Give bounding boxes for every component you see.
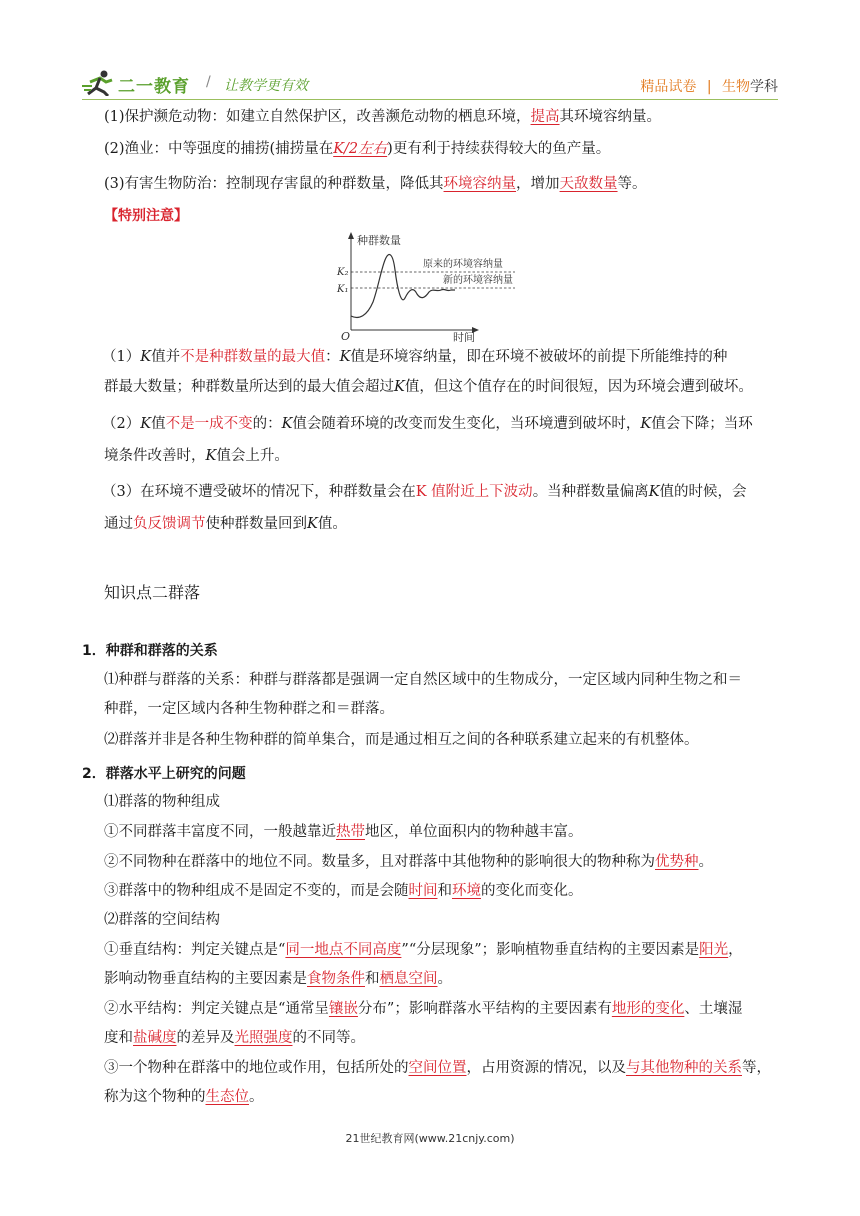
text: ，占用资源的情况，以及 [466, 1060, 626, 1076]
text: 群最大数量；种群数量所达到的最大值会超过 [104, 379, 394, 395]
text: 值的时候，会 [659, 484, 747, 500]
text: ，增加 [516, 176, 560, 192]
logo-text: 二一教育 [118, 77, 190, 97]
text: 地区，单位面积内的物种越丰富。 [365, 824, 583, 840]
highlight: 光照强度 [234, 1030, 293, 1046]
text: 境条件改善时， [104, 448, 206, 464]
text: ： [325, 349, 340, 365]
text: （3）在环境不遭受破坏的情况下，种群数量会在 [102, 484, 416, 500]
text: 的： [252, 416, 282, 432]
text: 通过 [104, 516, 133, 532]
text: ， [728, 942, 743, 958]
k-symbol: K [307, 516, 318, 532]
header [82, 68, 778, 100]
text: 。当种群数量偏离 [532, 484, 649, 500]
text: ②不同物种在群落中的地位不同。数量多，且对群落中其他物种的影响很大的物种称为 [104, 854, 655, 870]
figure-label-new: 新的环境容纳量 [443, 275, 513, 286]
highlight: 提高 [530, 109, 560, 125]
text: 。 [437, 971, 452, 987]
text: 值。 [317, 516, 347, 532]
text: 值会随着环境的改变而发生变化，当环境遭到破坏时， [292, 416, 641, 432]
text: 值会上升。 [216, 448, 289, 464]
highlight: 栖息空间 [379, 971, 438, 987]
runner-logo-icon [82, 70, 116, 96]
highlight: 与其他物种的关系 [626, 1060, 742, 1076]
note-1-b [104, 377, 753, 397]
text: ③一个物种在群落中的地位或作用，包括所处的 [104, 1060, 409, 1076]
text: 值 [151, 416, 166, 432]
sub-heading-2: ⑵群落的空间结构 [104, 912, 220, 928]
k-symbol: K [394, 379, 405, 395]
text: 、土壤湿 [684, 1001, 743, 1017]
figure-origin: O [341, 330, 351, 342]
text: ①垂直结构：判定关键点是“ [104, 942, 286, 958]
text: 分布”；影响群落水平结构的主要因素有 [357, 1001, 612, 1017]
k-symbol: K [140, 349, 152, 365]
item-c3 [104, 881, 583, 901]
highlight: 生态位 [205, 1089, 249, 1105]
highlight: 环境 [452, 883, 481, 899]
highlight: 时间 [408, 883, 438, 899]
header-right [640, 76, 778, 96]
highlight: 阳光 [699, 942, 729, 958]
note-3-a [102, 482, 747, 502]
figure-k1: K₁ [337, 284, 349, 295]
text: (1)保护濒危动物：如建立自然保护区，改善濒危动物的栖息环境， [104, 109, 531, 125]
text: 等。 [617, 176, 647, 192]
k-symbol: K [205, 448, 217, 464]
text: 。 [698, 854, 713, 870]
para-1-a: ⑴种群与群落的关系：种群与群落都是强调一定自然区域中的生物成分，一定区域内同种生物之和＝ [104, 672, 742, 688]
highlight: K/2左右 [333, 141, 388, 157]
note-2-a [102, 414, 753, 434]
header-separator: | [706, 79, 712, 95]
highlight: 优势种 [655, 854, 699, 870]
text: 值，但这个值存在的时间很短，因为环境会遭到破坏。 [404, 379, 753, 395]
figure-label-old: 原来的环境容纳量 [423, 259, 503, 270]
k-symbol: K [648, 484, 660, 500]
section-title: 知识点二群落 [104, 583, 201, 602]
heading-1: 1．种群和群落的关系 [82, 643, 218, 659]
header-label-exam: 精品试卷 [640, 79, 697, 95]
k-symbol: K [640, 416, 652, 432]
highlight: 负反馈调节 [133, 516, 206, 532]
text: 和 [437, 883, 452, 899]
text: ①不同群落丰富度不同，一般越靠近 [104, 824, 336, 840]
highlight: 食物条件 [307, 971, 365, 987]
item-c1 [104, 822, 583, 842]
text: 的变化而变化。 [481, 883, 583, 899]
text: 和 [365, 971, 380, 987]
highlight: 镶嵌 [328, 1001, 358, 1017]
highlight: 环境容纳量 [443, 176, 517, 192]
highlight: 空间位置 [408, 1060, 467, 1076]
slogan: 让教学更有效 [224, 78, 308, 94]
text: 影响动物垂直结构的主要因素是 [104, 971, 307, 987]
highlight: 天敌数量 [559, 176, 618, 192]
population-figure [335, 230, 545, 342]
text: 等， [742, 1060, 771, 1076]
figure-xlabel: 时间 [453, 331, 475, 342]
text: 的不同等。 [292, 1030, 365, 1046]
s1-line-3 [104, 174, 647, 194]
highlight: 不是一成不变 [165, 416, 253, 432]
special-note-title: 【特别注意】 [104, 208, 188, 224]
item-d3-a [104, 1058, 771, 1078]
note-2-b [104, 446, 289, 466]
footer-source: 21世纪教育网(www.21cnjy.com) [345, 1132, 515, 1145]
header-label-bio: 生物 [722, 79, 750, 95]
k-symbol: K [281, 416, 293, 432]
item-d1-a [104, 940, 743, 960]
text: 值是环境容纳量，即在环境不被破坏的前提下所能维持的种 [350, 349, 728, 365]
k-symbol: K [140, 416, 152, 432]
header-label-subject: 学科 [750, 79, 778, 95]
text: (2)渔业：中等强度的捕捞(捕捞量在 [104, 141, 334, 157]
header-rule [82, 99, 778, 100]
figure-k2: K₂ [337, 267, 349, 278]
text: 。 [249, 1089, 264, 1105]
figure-ylabel: 种群数量 [357, 234, 401, 247]
text: 值会下降；当环 [651, 416, 753, 432]
para-1-b: 种群，一定区域内各种生物种群之和＝群落。 [104, 701, 394, 717]
item-d2-b [104, 1028, 365, 1048]
text: ③群落中的物种组成不是固定不变的，而是会随 [104, 883, 409, 899]
heading-2: 2．群落水平上研究的问题 [82, 766, 246, 782]
s1-line-1 [104, 107, 661, 127]
para-2: ⑵群落并非是各种生物种群的简单集合，而是通过相互之间的各种联系建立起来的有机整体。 [104, 732, 699, 748]
note-3-b [104, 514, 347, 534]
highlight: 同一地点不同高度 [285, 942, 402, 958]
text: ”“分层现象”；影响植物垂直结构的主要因素是 [401, 942, 700, 958]
text: 的差异及 [176, 1030, 235, 1046]
item-d3-b [104, 1087, 264, 1107]
highlight: 不是种群数量的最大值 [180, 349, 326, 365]
text: 其环境容纳量。 [559, 109, 662, 125]
text: 度和 [104, 1030, 133, 1046]
item-c2 [104, 852, 713, 872]
sub-heading-1: ⑴群落的物种组成 [104, 794, 220, 810]
k-symbol: K [339, 349, 351, 365]
highlight: 热带 [336, 824, 365, 840]
item-d2-a [104, 999, 742, 1019]
s1-line-2 [104, 139, 610, 159]
text: (3)有害生物防治：控制现存害鼠的种群数量，降低其 [104, 176, 444, 192]
text: （1） [102, 349, 141, 365]
item-d1-b [104, 969, 452, 989]
text: ②水平结构：判定关键点是“通常呈 [104, 1001, 329, 1017]
text: 称为这个物种的 [104, 1089, 206, 1105]
highlight: K 值附近上下波动 [415, 484, 533, 500]
highlight: 地形的变化 [611, 1001, 685, 1017]
note-1-a [102, 347, 727, 367]
highlight: 盐碱度 [133, 1030, 177, 1046]
text: )更有利于持续获得较大的鱼产量。 [387, 141, 611, 157]
header-slash: / [206, 74, 211, 90]
text: 使种群数量回到 [205, 516, 307, 532]
text: （2） [102, 416, 141, 432]
text: 值并 [151, 349, 181, 365]
